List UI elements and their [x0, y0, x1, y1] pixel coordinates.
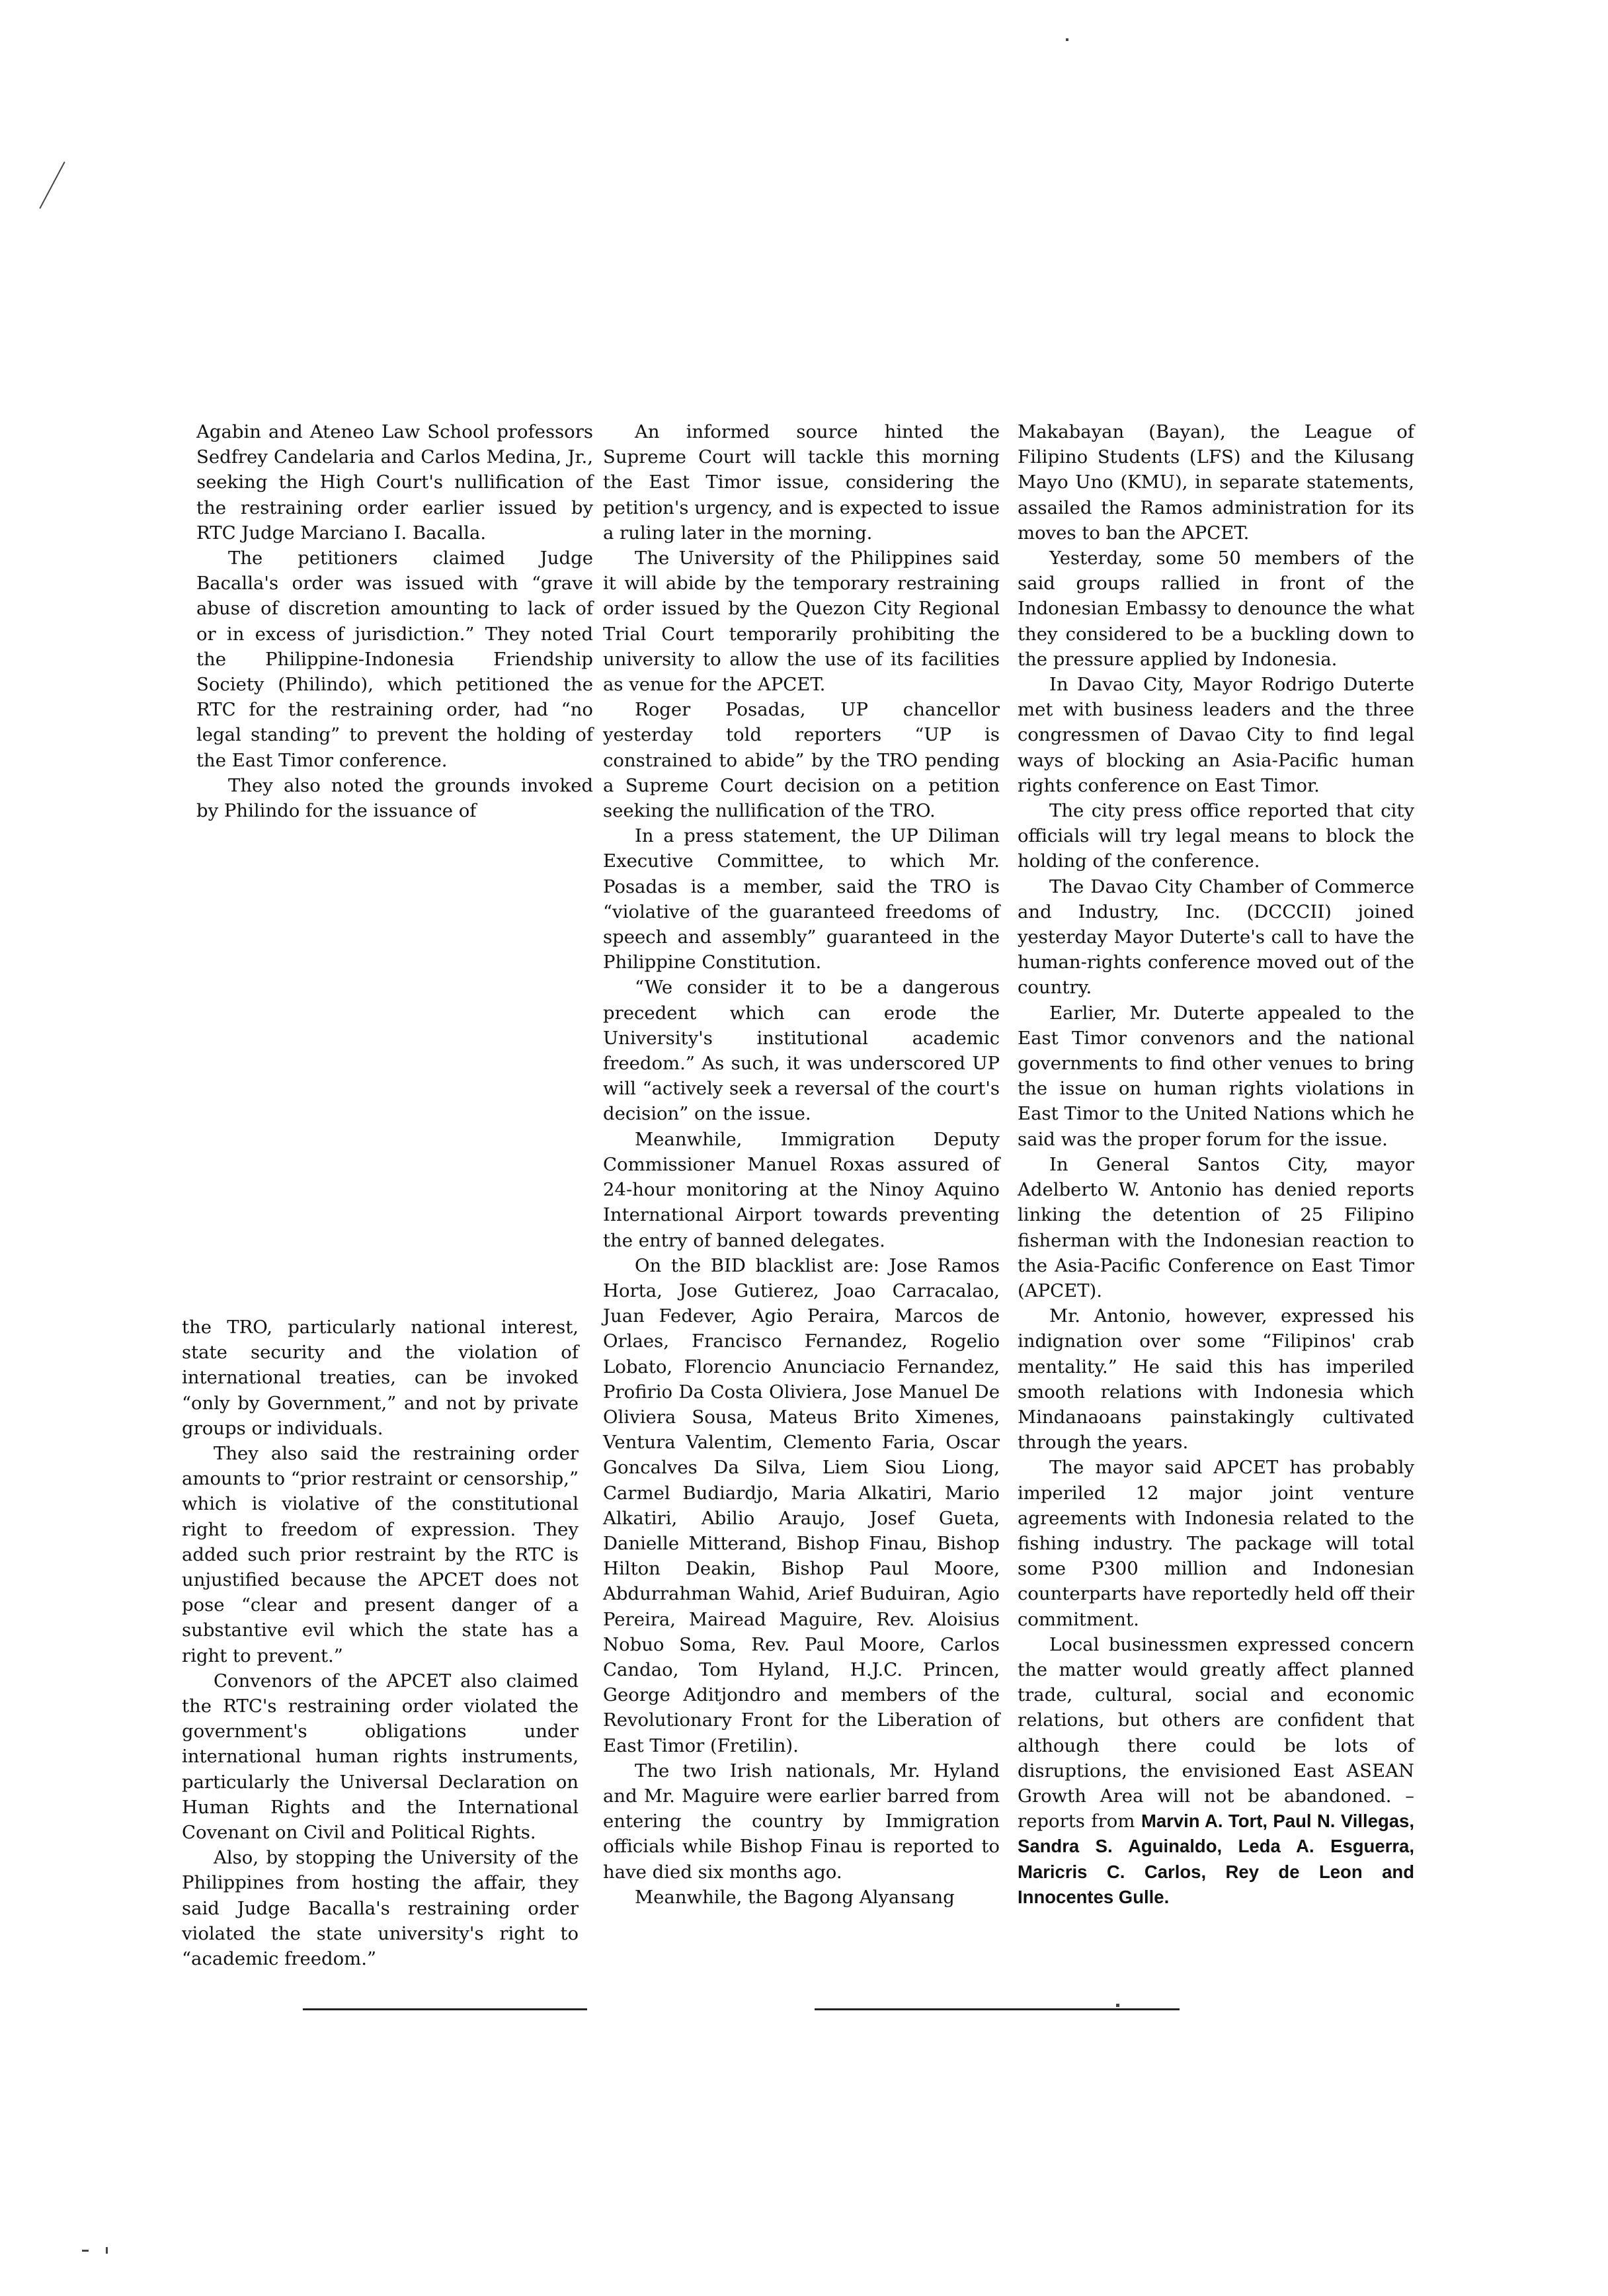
paragraph-text: Local businessmen expressed concern the matter would greatly affect planned trade, cultural, social and economic relations, but others are confident that although there could be lots of disruptions, the envisioned East ASEAN Growth Area will not be abandoned. – reports from	[1018, 1633, 1414, 1832]
column-1-bottom	[182, 1315, 579, 1971]
paragraph: The mayor said APCET has probably imperiled 12 major joint venture agreements with Indonesia related to the fishing industry. The package will total some P300 million and Indonesian counterparts have reportedly held off their commitment.	[1018, 1457, 1414, 1630]
column-2	[603, 419, 1000, 1910]
scan-mark	[39, 161, 65, 209]
paragraph: Makabayan (Bayan), the League of Filipino Students (LFS) and the Kilusang Mayo Uno (KMU), in separate statements, assailed the Ramos administration for its moves to ban the APCET.	[1018, 421, 1414, 544]
paragraph: Meanwhile, the Bagong Alyansang	[635, 1886, 955, 1908]
divider-rule	[815, 2008, 1180, 2010]
paragraph: Convenors of the APCET also claimed the RTC's restraining order violated the government's obligations under international human rights instruments, particularly the Universal Declaration on Human Rights and the International Covenant on Civil and Political Rights.	[182, 1670, 579, 1844]
paragraph: “We consider it to be a dangerous precedent which can erode the University's institutional academic freedom.” As such, it was underscored UP will “actively seek a reversal of the court's decision” on the issue.	[603, 977, 1000, 1125]
paragraph: The University of the Philippines said it will abide by the temporary restraining order issued by the Quezon City Regional Trial Court temporarily prohibiting the university to allow the use of its facilities as venue for the APCET.	[603, 548, 1000, 696]
paragraph: Meanwhile, Immigration Deputy Commissioner Manuel Roxas assured of 24-hour monitoring at the Ninoy Aquino International Airport towards preventing the entry of banned delegates.	[603, 1128, 1000, 1251]
paragraph: Earlier, Mr. Duterte appealed to the East Timor convenors and the national governments to find other venues to bring the issue on human rights violations in East Timor to the United Nations which he said was the proper forum for the issue.	[1018, 1002, 1414, 1150]
divider-rule	[303, 2008, 587, 2010]
paragraph: In General Santos City, mayor Adelberto W. Antonio has denied reports linking the detention of 25 Filipino fisherman with the Indonesian reaction to the Asia-Pacific Conference on East Timor (APCET).	[1018, 1153, 1414, 1301]
paragraph: In a press statement, the UP Diliman Executive Committee, to which Mr. Posadas is a member, said the TRO is “violative of the guaranteed freedoms of speech and assembly” guaranteed in the Philippine Constitution.	[603, 825, 1000, 973]
scan-mark	[106, 2247, 108, 2254]
paragraph: In Davao City, Mayor Rodrigo Duterte met with business leaders and the three congressmen of Davao City to find legal ways of blocking an Asia-Pacific human rights conference on East Timor.	[1018, 674, 1414, 796]
column-3	[1018, 419, 1414, 1910]
column-1-top	[196, 419, 593, 823]
paragraph: They also noted the grounds invoked by Philindo for the issuance of	[196, 774, 593, 822]
paragraph: Mr. Antonio, however, expressed his indignation over some “Filipinos' crab mentality.” He said this has imperiled smooth relations with Indonesia which Mindanaoans painstakingly cultivated through the years.	[1018, 1305, 1414, 1454]
paragraph-with-byline	[1018, 1632, 1414, 1910]
paragraph: On the BID blacklist are: Jose Ramos Horta, Jose Gutierez, Joao Carracalao, Juan Fedever, Agio Peraira, Marcos de Orlaes, Francisco Fernandez, Rogelio Lobato, Florencio Anunciacio Fernandez, Profirio Da Costa Oliviera, Jose Manuel De Oliviera Sousa, Mateus Brito Ximenes, Ventura Valentim, Clemento Faria, Oscar Goncalves Da Silva, Liem Siou Liong, Carmel Budiardjo, Maria Alkatiri, Mario Alkatiri, Abilio Araujo, Josef Gueta, Danielle Mitterand, Bishop Finau, Bishop Hilton Deakin, Bishop Paul Moore, Abdurrahman Wahid, Arief Buduiran, Agio Pereira, Mairead Maguire, Rev. Aloisius Nobuo Soma, Rev. Paul Moore, Carlos Candao, Tom Hyland, H.J.C. Princen, George Aditjondro and members of the Revolutionary Front for the Liberation of East Timor (Fretilin).	[603, 1254, 1000, 1756]
paragraph: Roger Posadas, UP chancellor yesterday told reporters “UP is constrained to abide” by the TRO pending a Supreme Court decision on a petition seeking the nullification of the TRO.	[603, 699, 1000, 822]
paragraph: The petitioners claimed Judge Bacalla's order was issued with “grave abuse of discretion amounting to lack of or in excess of jurisdiction.” They noted the Philippine-Indonesia Friendship Society (Philindo), which petitioned the RTC for the restraining order, had “no legal standing” to prevent the holding of the East Timor conference.	[196, 548, 593, 771]
paragraph: Also, by stopping the University of the Philippines from hosting the affair, they said Judge Bacalla's restraining order violated the state university's right to “academic freedom.”	[182, 1847, 579, 1970]
paragraph: An informed source hinted the Supreme Court will tackle this morning the East Timor issue, considering the petition's urgency, and is expected to issue a ruling later in the morning.	[603, 421, 1000, 544]
scan-mark	[1116, 2004, 1119, 2007]
paragraph: Agabin and Ateneo Law School professors Sedfrey Candelaria and Carlos Medina, Jr., seeking the High Court's nullification of the restraining order earlier issued by RTC Judge Marciano I. Bacalla.	[196, 421, 593, 544]
scan-mark	[82, 2250, 89, 2252]
paragraph: the TRO, particularly national interest, state security and the violation of international treaties, can be invoked “only by Government,” and not by private groups or individuals.	[182, 1317, 579, 1439]
paragraph: They also said the restraining order amounts to “prior restraint or censorship,” which is violative of the constitutional right to freedom of expression. They added such prior restraint by the RTC is unjustified because the APCET does not pose “clear and present danger of a substantive evil which the state has a right to prevent.”	[182, 1443, 579, 1666]
paragraph: The two Irish nationals, Mr. Hyland and Mr. Maguire were earlier barred from entering the country by Immigration officials while Bishop Finau is reported to have died six months ago.	[603, 1760, 1000, 1883]
byline: Marvin A. Tort, Paul N. Villegas, Sandra S. Aguinaldo, Leda A. Esguerra, Maricris C. Carlos, Rey de Leon and Innocentes Gulle.	[1018, 1811, 1414, 1907]
paragraph: Yesterday, some 50 members of the said groups rallied in front of the Indonesian Embassy to denounce the what they considered to be a buckling down to the pressure applied by Indonesia.	[1018, 548, 1414, 670]
scan-mark	[1066, 38, 1068, 41]
paragraph: The city press office reported that city officials will try legal means to block the holding of the conference.	[1018, 800, 1414, 872]
paragraph: The Davao City Chamber of Commerce and Industry, Inc. (DCCCII) joined yesterday Mayor Duterte's call to have the human-rights conference moved out of the country.	[1018, 876, 1414, 999]
